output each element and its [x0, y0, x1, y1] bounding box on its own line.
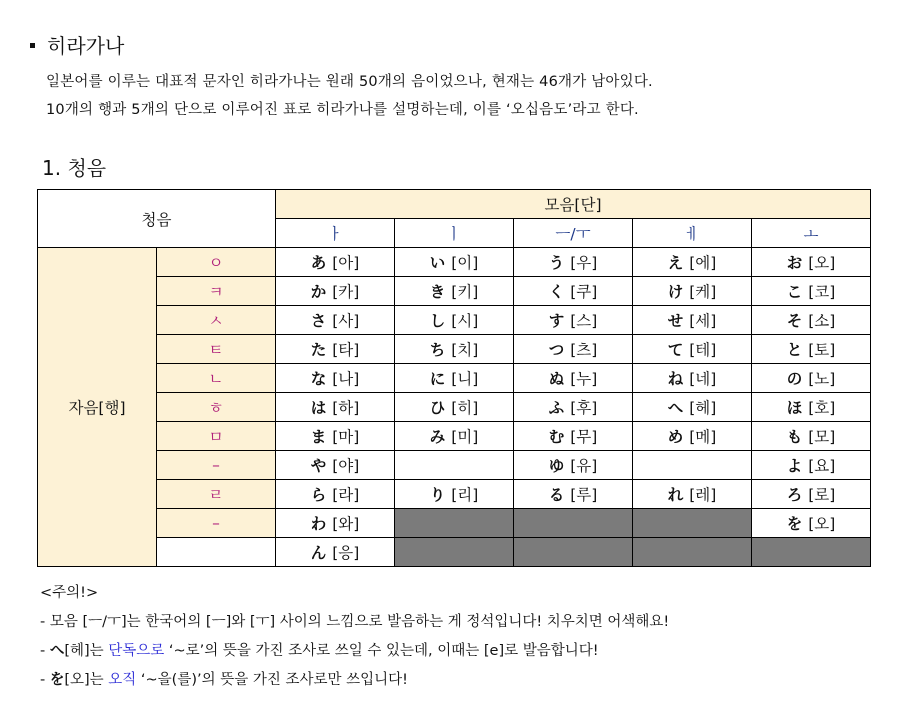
kana-cell — [276, 480, 395, 509]
empty-cell — [395, 451, 514, 480]
kana-character: い — [429, 254, 446, 272]
kana-reading: [노] — [808, 370, 836, 388]
kana-cell — [276, 335, 395, 364]
kana-cell — [633, 364, 752, 393]
kana-character: つ — [548, 341, 565, 359]
subsection-title: 1. 청음 — [42, 156, 107, 180]
kana-character: た — [310, 341, 327, 359]
kana-cell — [752, 451, 871, 480]
kana-reading: [모] — [808, 428, 836, 446]
kana-cell — [395, 480, 514, 509]
kana-character: な — [310, 370, 327, 388]
empty-gray-cell — [514, 538, 633, 567]
kana-reading: [사] — [332, 312, 360, 330]
consonant-header: 자음[행] — [38, 248, 157, 567]
kana-reading: [리] — [451, 486, 479, 504]
kana-reading: [유] — [570, 457, 598, 475]
vowel-column-header: ㅔ — [633, 219, 752, 248]
kana-cell — [395, 393, 514, 422]
kana-cell — [633, 248, 752, 277]
table-row — [38, 422, 871, 451]
kana-cell — [276, 538, 395, 567]
consonant-label: ㄹ — [157, 480, 276, 509]
kana-reading: [라] — [332, 486, 360, 504]
notes — [40, 580, 669, 696]
kana-character: ん — [310, 544, 327, 562]
vowel-column-header: ㅣ — [395, 219, 514, 248]
kana-reading: [케] — [689, 283, 717, 301]
kana-character: あ — [310, 254, 327, 272]
kana-cell — [514, 422, 633, 451]
empty-gray-cell — [514, 509, 633, 538]
note-3: - を[오]는 오직 ‘~을(를)’의 뜻을 가진 조사로만 쓰입니다! — [40, 672, 408, 688]
kana-reading: [세] — [689, 312, 717, 330]
kana-reading: [와] — [332, 515, 360, 533]
kana-cell — [276, 248, 395, 277]
kana-reading: [레] — [689, 486, 717, 504]
kana-reading: [응] — [332, 544, 360, 562]
kana-cell — [633, 335, 752, 364]
kana-character: や — [310, 457, 327, 475]
kana-character: せ — [667, 312, 684, 330]
notes-title: <주의!> — [40, 585, 99, 601]
kana-reading: [토] — [808, 341, 836, 359]
kana-reading: [야] — [332, 457, 360, 475]
kana-character: ひ — [429, 399, 446, 417]
kana-cell — [752, 480, 871, 509]
vowel-column-header: ㅗ — [752, 219, 871, 248]
consonant-label: ㅌ — [157, 335, 276, 364]
kana-character: お — [786, 254, 803, 272]
table-row — [38, 451, 871, 480]
kana-reading: [미] — [451, 428, 479, 446]
consonant-label: ㄴ — [157, 364, 276, 393]
table-row — [38, 277, 871, 306]
kana-cell — [514, 480, 633, 509]
kana-character: う — [548, 254, 565, 272]
kana-reading: [호] — [808, 399, 836, 417]
empty-gray-cell — [633, 538, 752, 567]
empty-gray-cell — [395, 509, 514, 538]
table-row — [38, 393, 871, 422]
vowel-column-header: ㅏ — [276, 219, 395, 248]
kana-cell — [752, 422, 871, 451]
kana-character: む — [548, 428, 565, 446]
consonant-label: ㅎ — [157, 393, 276, 422]
note-2-emphasis: 단독으로 — [108, 643, 165, 659]
kana-cell — [514, 248, 633, 277]
consonant-label: – — [157, 509, 276, 538]
note-3-emphasis: 오직 — [108, 672, 137, 688]
kana-character: ち — [429, 341, 446, 359]
kana-character: ま — [310, 428, 327, 446]
kana-reading: [니] — [451, 370, 479, 388]
kana-cell — [752, 306, 871, 335]
kana-cell — [514, 306, 633, 335]
kana-reading: [요] — [808, 457, 836, 475]
kana-reading: [네] — [689, 370, 717, 388]
kana-cell — [276, 393, 395, 422]
kana-character: れ — [667, 486, 684, 504]
kana-reading: [카] — [332, 283, 360, 301]
kana-character: ろ — [786, 486, 803, 504]
kana-character: め — [667, 428, 684, 446]
kana-character: よ — [786, 457, 803, 475]
consonant-label — [157, 538, 276, 567]
kana-reading: [테] — [689, 341, 717, 359]
kana-reading: [키] — [451, 283, 479, 301]
kana-cell — [514, 364, 633, 393]
kana-cell — [276, 451, 395, 480]
kana-cell — [395, 248, 514, 277]
table-row — [38, 538, 871, 567]
kana-reading: [메] — [689, 428, 717, 446]
kana-reading: [히] — [451, 399, 479, 417]
table-row — [38, 306, 871, 335]
kana-character: き — [429, 283, 446, 301]
kana-reading: [우] — [570, 254, 598, 272]
intro-line-1: 일본어를 이루는 대표적 문자인 히라가나는 원래 50개의 음이었으나, 현재는 46개가 남아있다. — [46, 74, 653, 90]
kana-reading: [하] — [332, 399, 360, 417]
kana-reading: [후] — [570, 399, 598, 417]
kana-cell — [633, 277, 752, 306]
empty-cell — [633, 451, 752, 480]
kana-cell — [395, 364, 514, 393]
note-2: - へ[헤]는 단독으로 ‘~로’의 뜻을 가진 조사로 쓰일 수 있는데, 이때는 [e]로 발음합니다! — [40, 643, 599, 659]
table-row — [38, 248, 871, 277]
kana-character: そ — [786, 312, 803, 330]
kana-reading: [마] — [332, 428, 360, 446]
kana-character: る — [548, 486, 565, 504]
kana-cell — [395, 422, 514, 451]
kana-reading: [누] — [570, 370, 598, 388]
kana-reading: [소] — [808, 312, 836, 330]
kana-reading: [쿠] — [570, 283, 598, 301]
kana-reading: [로] — [808, 486, 836, 504]
kana-cell — [633, 480, 752, 509]
kana-reading: [타] — [332, 341, 360, 359]
kana-character: え — [667, 254, 684, 272]
kana-character: こ — [786, 283, 803, 301]
kana-reading: [오] — [808, 254, 836, 272]
kana-reading: [코] — [808, 283, 836, 301]
kana-cell — [276, 422, 395, 451]
section-title: 히라가나 — [30, 30, 124, 59]
empty-gray-cell — [752, 538, 871, 567]
kana-reading: [이] — [451, 254, 479, 272]
empty-gray-cell — [395, 538, 514, 567]
kana-cell — [633, 306, 752, 335]
kana-cell — [514, 393, 633, 422]
kana-reading: [나] — [332, 370, 360, 388]
kana-character: を — [786, 515, 803, 533]
consonant-label: ㅁ — [157, 422, 276, 451]
kana-character: く — [548, 283, 565, 301]
kana-cell — [395, 277, 514, 306]
vowel-header: 모음[단] — [276, 190, 871, 219]
kana-character: は — [310, 399, 327, 417]
consonant-label: ㅋ — [157, 277, 276, 306]
kana-cell — [752, 393, 871, 422]
consonant-label: – — [157, 451, 276, 480]
kana-reading: [에] — [689, 254, 717, 272]
kana-character: か — [310, 283, 327, 301]
kana-character: わ — [310, 515, 327, 533]
kana-cell — [276, 277, 395, 306]
kana-cell — [633, 422, 752, 451]
kana-cell — [752, 364, 871, 393]
kana-character: と — [786, 341, 803, 359]
kana-character: み — [429, 428, 446, 446]
kana-character: ゆ — [548, 457, 565, 475]
kana-reading: [치] — [451, 341, 479, 359]
table-row — [38, 335, 871, 364]
kana-cell — [276, 509, 395, 538]
kana-character: け — [667, 283, 684, 301]
kana-cell — [752, 277, 871, 306]
kana-cell — [395, 306, 514, 335]
kana-cell — [276, 364, 395, 393]
kana-cell — [514, 277, 633, 306]
table-corner-label: 청음 — [38, 190, 276, 248]
kana-character: さ — [310, 312, 327, 330]
kana-reading: [무] — [570, 428, 598, 446]
kana-character: の — [786, 370, 803, 388]
intro-line-2: 10개의 행과 5개의 단으로 이루어진 표로 히라가나를 설명하는데, 이를 ‘오십음도’라고 한다. — [46, 102, 639, 118]
kana-cell — [752, 509, 871, 538]
kana-character: て — [667, 341, 684, 359]
kana-character: す — [548, 312, 565, 330]
note-1: - 모음 [ㅡ/ㅜ]는 한국어의 [ㅡ]와 [ㅜ] 사이의 느낌으로 발음하는 게 정석입니다! 치우치면 어색해요! — [40, 614, 670, 630]
kana-character: し — [429, 312, 446, 330]
kana-character: ぬ — [548, 370, 565, 388]
kana-character: へ — [667, 399, 684, 417]
kana-character: ら — [310, 486, 327, 504]
consonant-label: ㅅ — [157, 306, 276, 335]
table-row — [38, 364, 871, 393]
kana-character: ふ — [548, 399, 565, 417]
kana-character: り — [429, 486, 446, 504]
kana-reading: [헤] — [689, 399, 717, 417]
kana-cell — [514, 335, 633, 364]
kana-character: ほ — [786, 399, 803, 417]
empty-gray-cell — [633, 509, 752, 538]
kana-cell — [514, 451, 633, 480]
table-row — [38, 480, 871, 509]
kana-reading: [아] — [332, 254, 360, 272]
kana-reading: [스] — [570, 312, 598, 330]
kana-character: ね — [667, 370, 684, 388]
kana-reading: [시] — [451, 312, 479, 330]
hiragana-table — [37, 189, 871, 567]
kana-cell — [752, 335, 871, 364]
kana-character: に — [429, 370, 446, 388]
kana-cell — [633, 393, 752, 422]
kana-cell — [752, 248, 871, 277]
kana-cell — [276, 306, 395, 335]
kana-reading: [오] — [808, 515, 836, 533]
kana-cell — [395, 335, 514, 364]
kana-character: も — [786, 428, 803, 446]
kana-reading: [루] — [570, 486, 598, 504]
vowel-column-header: ㅡ/ㅜ — [514, 219, 633, 248]
table-row — [38, 509, 871, 538]
bullet-icon — [30, 43, 35, 48]
consonant-label: ㅇ — [157, 248, 276, 277]
kana-reading: [츠] — [570, 341, 598, 359]
